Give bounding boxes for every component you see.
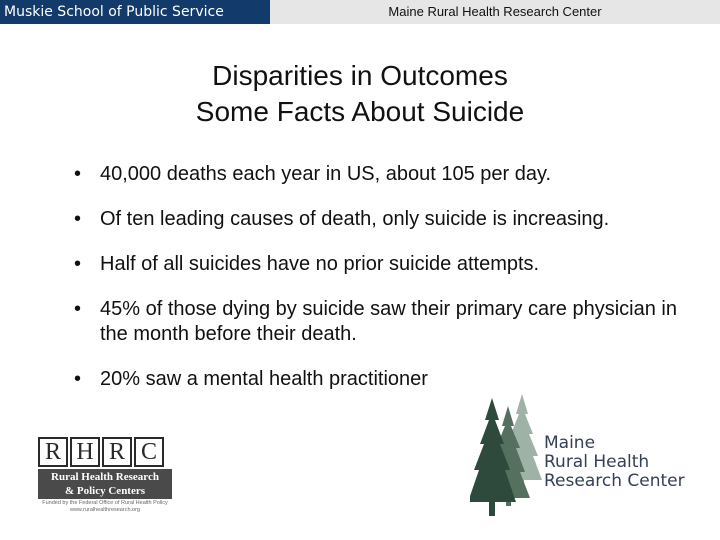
- slide-title-line-1: Disparities in Outcomes: [212, 60, 508, 91]
- rhrc-band-line-1: Rural Health Research: [51, 471, 159, 483]
- rhrc-tagline: [38, 500, 172, 514]
- maine-logo-line-2: Rural Health: [544, 452, 650, 472]
- header-bar: [0, 0, 720, 24]
- rhrc-letter-boxes: [38, 437, 166, 467]
- header-left-label: Muskie School of Public Service: [0, 0, 270, 24]
- maine-logo-line-3: Research Center: [544, 471, 685, 491]
- rhrc-letter: R: [102, 437, 132, 467]
- bullet-item: • 40,000 deaths each year in US, about 105 per day.: [74, 162, 684, 187]
- rhrc-tagline-line-2: www.ruralhealthresearch.org: [69, 507, 140, 513]
- bullet-item: • 20% saw a mental health practitioner: [74, 367, 684, 392]
- slide-title: [0, 58, 720, 130]
- rhrc-letter: C: [134, 437, 164, 467]
- header-right-label: Maine Rural Health Research Center: [270, 0, 720, 24]
- bullet-item: • Of ten leading causes of death, only suicide is increasing.: [74, 207, 684, 232]
- rhrc-band: [38, 469, 172, 499]
- bullet-item: • 45% of those dying by suicide saw their primary care physician in the month before their death.: [74, 297, 684, 347]
- maine-logo-line-1: Maine: [544, 433, 596, 453]
- bullet-list: [74, 162, 684, 412]
- rhrc-logo: [38, 437, 178, 513]
- rhrc-letter: R: [38, 437, 68, 467]
- slide-title-line-2: Some Facts About Suicide: [195, 96, 525, 127]
- rhrc-band-line-2: & Policy Centers: [64, 485, 146, 497]
- maine-logo-text: [544, 434, 685, 491]
- rhrc-tagline-line-1: Funded by the Federal Office of Rural Health Policy: [42, 500, 168, 506]
- pine-trees-icon: [470, 392, 550, 522]
- bullet-item: • Half of all suicides have no prior suicide attempts.: [74, 252, 684, 277]
- maine-rural-health-logo: [470, 392, 700, 522]
- rhrc-letter: H: [70, 437, 100, 467]
